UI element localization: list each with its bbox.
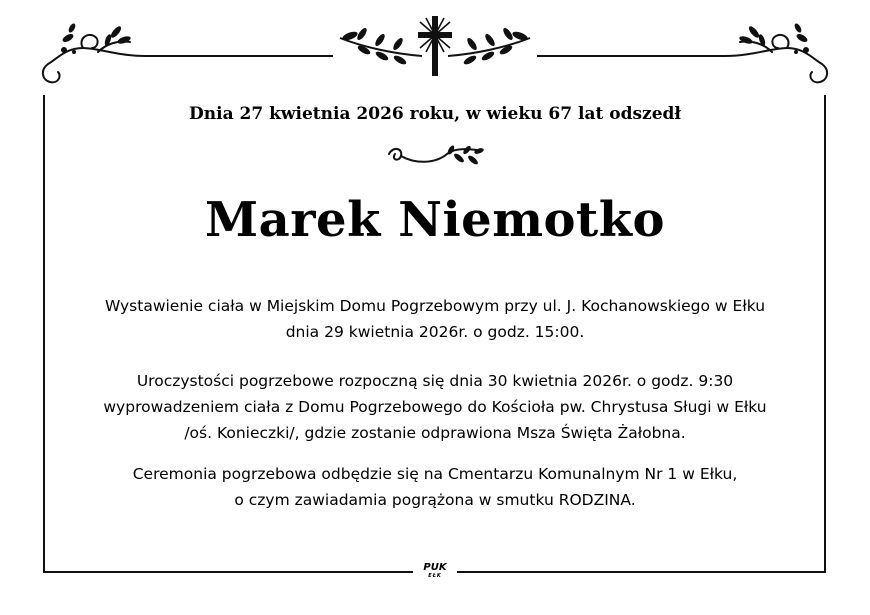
viewing-line-1: Wystawienie ciała w Miejskim Domu Pogrzebowym przy ul. J. Kochanowskiego w Ełku (104, 297, 766, 315)
ceremony-line-3: /oś. Konieczki/, gdzie zostanie odprawiona Msza Święta Żałobna. (184, 424, 686, 442)
ceremony-line-1: Uroczystości pogrzebowe rozpoczną się dnia 30 kwietnia 2026r. o godz. 9:30 (136, 372, 734, 390)
burial-paragraph (50, 461, 820, 513)
frame-bottom-border-left (43, 571, 413, 573)
viewing-line-2: dnia 29 kwietnia 2026r. o godz. 15:00. (285, 323, 585, 341)
frame-left-border (43, 95, 45, 572)
frame-right-border (824, 95, 826, 572)
top-rule-right (537, 55, 725, 57)
top-rule-left (145, 55, 333, 57)
corner-flourish-icon (722, 18, 832, 88)
logo-line-1: PUK (423, 562, 447, 573)
burial-line-2: o czym zawiadamia pogrążona w smutku RODZINA. (234, 491, 636, 509)
laurel-branch-icon (446, 20, 534, 72)
logo-line-2: EŁK (428, 573, 442, 579)
puk-logo (414, 563, 456, 579)
death-intro-text: Dnia 27 kwietnia 2026 roku, w wieku 67 lat odszedł (189, 104, 681, 124)
deceased-name: Marek Niemotko (205, 192, 665, 248)
frame-bottom-border-right (457, 571, 826, 573)
laurel-branch-icon (336, 20, 424, 72)
leaf-divider-icon (385, 142, 485, 174)
ceremony-paragraph (50, 368, 820, 446)
corner-flourish-icon (38, 18, 148, 88)
burial-line-1: Ceremonia pogrzebowa odbędzie się na Cmentarzu Komunalnym Nr 1 w Ełku, (132, 465, 738, 483)
ceremony-line-2: wyprowadzeniem ciała z Domu Pogrzebowego do Kościoła pw. Chrystusa Sługi w Ełku (103, 398, 767, 416)
viewing-paragraph (50, 293, 820, 345)
